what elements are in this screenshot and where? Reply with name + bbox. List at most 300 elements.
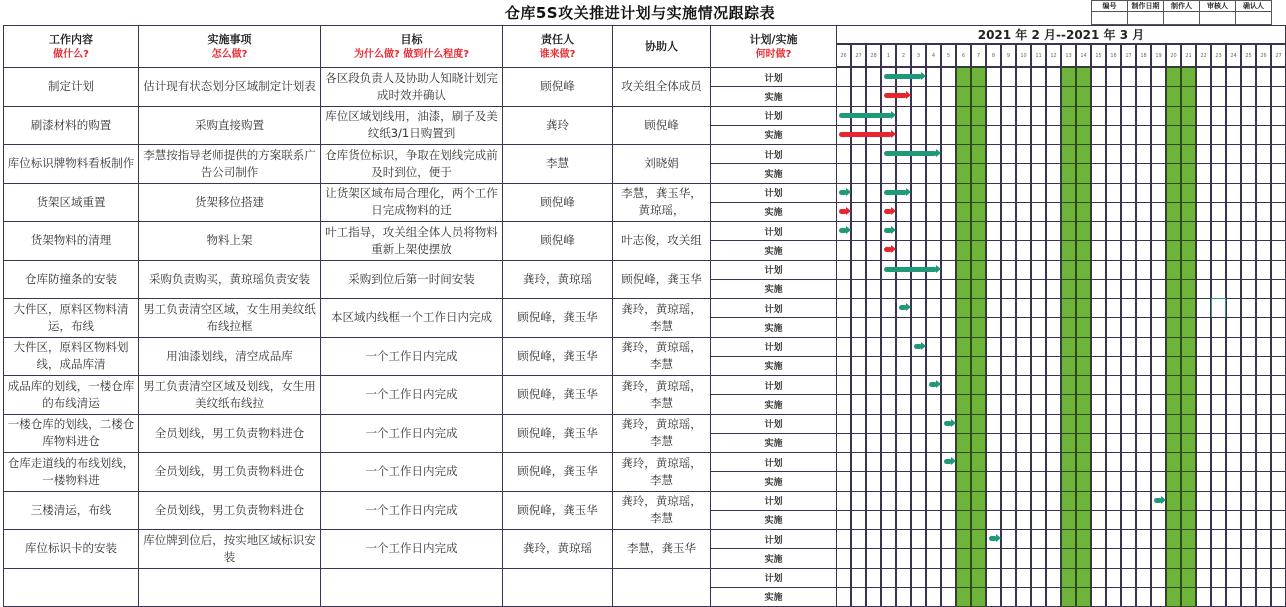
gantt-cell[interactable] — [896, 202, 911, 222]
gantt-cell[interactable] — [851, 86, 866, 106]
gantt-cell[interactable] — [1046, 183, 1061, 203]
gantt-cell[interactable] — [836, 471, 851, 491]
gantt-cell[interactable] — [911, 548, 926, 568]
gantt-cell[interactable] — [1226, 414, 1241, 434]
gantt-cell[interactable] — [1271, 240, 1286, 260]
gantt-cell[interactable] — [851, 548, 866, 568]
gantt-cell[interactable] — [941, 221, 956, 241]
gantt-cell[interactable] — [1256, 337, 1271, 357]
gantt-cell[interactable] — [1046, 568, 1061, 588]
gantt-cell-weekend[interactable] — [1166, 414, 1181, 434]
gantt-cell[interactable] — [941, 86, 956, 106]
gantt-cell[interactable] — [1241, 587, 1256, 607]
gantt-cell[interactable] — [836, 356, 851, 376]
signoff-value-cell[interactable] — [1164, 12, 1200, 25]
gantt-cell-weekend[interactable] — [956, 529, 971, 549]
gantt-cell[interactable] — [1256, 568, 1271, 588]
gantt-cell[interactable] — [896, 375, 911, 395]
gantt-cell[interactable] — [1241, 452, 1256, 472]
cell-goal[interactable]: 本区域内线框一个工作日内完成 — [320, 298, 503, 338]
gantt-cell-weekend[interactable] — [956, 452, 971, 472]
gantt-cell[interactable] — [911, 394, 926, 414]
gantt-cell[interactable] — [1211, 183, 1226, 203]
gantt-cell[interactable] — [986, 394, 1001, 414]
gantt-cell[interactable] — [1226, 144, 1241, 164]
gantt-cell[interactable] — [1106, 433, 1121, 453]
cell-owner[interactable]: 龚玲，黄琼瑶 — [502, 260, 613, 300]
gantt-cell-weekend[interactable] — [956, 491, 971, 511]
gantt-cell[interactable] — [1121, 221, 1136, 241]
gantt-cell[interactable] — [836, 317, 851, 337]
gantt-cell[interactable] — [926, 491, 941, 511]
gantt-cell-weekend[interactable] — [1076, 106, 1091, 126]
gantt-cell[interactable] — [986, 568, 1001, 588]
gantt-cell[interactable] — [926, 414, 941, 434]
gantt-cell[interactable] — [1121, 491, 1136, 511]
gantt-cell[interactable] — [1091, 529, 1106, 549]
gantt-cell[interactable] — [941, 240, 956, 260]
gantt-cell[interactable] — [1091, 394, 1106, 414]
gantt-cell-weekend[interactable] — [1166, 471, 1181, 491]
gantt-cell[interactable] — [986, 279, 1001, 299]
gantt-cell[interactable] — [1196, 433, 1211, 453]
gantt-cell[interactable] — [911, 414, 926, 434]
gantt-cell-weekend[interactable] — [1076, 183, 1091, 203]
gantt-cell[interactable] — [1091, 414, 1106, 434]
gantt-cell[interactable] — [1016, 452, 1031, 472]
gantt-cell[interactable] — [1016, 375, 1031, 395]
gantt-cell[interactable] — [1256, 279, 1271, 299]
gantt-cell[interactable] — [1091, 491, 1106, 511]
gantt-cell[interactable] — [881, 587, 896, 607]
gantt-cell[interactable] — [1211, 279, 1226, 299]
gantt-cell[interactable] — [1151, 240, 1166, 260]
gantt-cell[interactable] — [986, 221, 1001, 241]
gantt-cell[interactable] — [836, 298, 851, 318]
gantt-cell[interactable] — [1271, 183, 1286, 203]
gantt-cell[interactable] — [1046, 414, 1061, 434]
gantt-cell-weekend[interactable] — [1166, 67, 1181, 87]
gantt-cell[interactable] — [1256, 414, 1271, 434]
gantt-cell[interactable] — [1241, 414, 1256, 434]
gantt-cell[interactable] — [1211, 548, 1226, 568]
gantt-cell[interactable] — [866, 471, 881, 491]
gantt-cell[interactable] — [836, 67, 851, 87]
gantt-cell[interactable] — [1136, 86, 1151, 106]
gantt-cell[interactable] — [1121, 568, 1136, 588]
gantt-cell[interactable] — [1196, 471, 1211, 491]
gantt-cell[interactable] — [1136, 144, 1151, 164]
gantt-cell-weekend[interactable] — [1181, 317, 1196, 337]
gantt-cell-weekend[interactable] — [1061, 240, 1076, 260]
gantt-cell[interactable] — [1001, 144, 1016, 164]
gantt-cell[interactable] — [1016, 125, 1031, 145]
gantt-cell[interactable] — [1136, 163, 1151, 183]
gantt-cell[interactable] — [1256, 298, 1271, 318]
gantt-cell[interactable] — [881, 414, 896, 434]
cell-work[interactable]: 大件区，原料区物料划线，成品库清 — [3, 337, 139, 377]
gantt-cell[interactable] — [1121, 317, 1136, 337]
gantt-cell[interactable] — [866, 202, 881, 222]
gantt-cell[interactable] — [896, 356, 911, 376]
gantt-cell[interactable] — [896, 548, 911, 568]
gantt-cell[interactable] — [1046, 125, 1061, 145]
gantt-cell-weekend[interactable] — [1166, 452, 1181, 472]
cell-work[interactable]: 大件区，原料区物料清运，布线 — [3, 298, 139, 338]
gantt-cell[interactable] — [866, 337, 881, 357]
gantt-cell[interactable] — [851, 67, 866, 87]
gantt-cell[interactable] — [1241, 106, 1256, 126]
gantt-cell[interactable] — [1136, 510, 1151, 530]
gantt-cell-weekend[interactable] — [1181, 337, 1196, 357]
gantt-cell[interactable] — [896, 279, 911, 299]
gantt-cell[interactable] — [1001, 587, 1016, 607]
gantt-cell-weekend[interactable] — [1061, 491, 1076, 511]
gantt-cell[interactable] — [1196, 221, 1211, 241]
gantt-cell[interactable] — [1016, 587, 1031, 607]
gantt-cell[interactable] — [1151, 125, 1166, 145]
gantt-cell[interactable] — [1001, 260, 1016, 280]
gantt-cell[interactable] — [881, 510, 896, 530]
gantt-cell[interactable] — [1196, 548, 1211, 568]
gantt-cell[interactable] — [1106, 125, 1121, 145]
gantt-cell-weekend[interactable] — [1061, 433, 1076, 453]
gantt-cell-weekend[interactable] — [1166, 548, 1181, 568]
gantt-cell-weekend[interactable] — [956, 471, 971, 491]
gantt-cell[interactable] — [836, 375, 851, 395]
gantt-cell[interactable] — [866, 414, 881, 434]
gantt-cell-weekend[interactable] — [956, 240, 971, 260]
gantt-cell[interactable] — [1241, 548, 1256, 568]
gantt-cell[interactable] — [1046, 394, 1061, 414]
gantt-cell[interactable] — [1016, 548, 1031, 568]
gantt-cell-weekend[interactable] — [971, 298, 986, 318]
gantt-cell[interactable] — [926, 433, 941, 453]
gantt-cell-weekend[interactable] — [1166, 240, 1181, 260]
gantt-cell-weekend[interactable] — [971, 67, 986, 87]
gantt-cell[interactable] — [941, 202, 956, 222]
gantt-cell[interactable] — [1241, 491, 1256, 511]
gantt-cell-weekend[interactable] — [1061, 375, 1076, 395]
gantt-cell[interactable] — [1001, 394, 1016, 414]
gantt-cell[interactable] — [1226, 260, 1241, 280]
gantt-cell-weekend[interactable] — [1181, 221, 1196, 241]
signoff-value-cell[interactable] — [1200, 12, 1236, 25]
gantt-cell[interactable] — [1121, 375, 1136, 395]
gantt-cell[interactable] — [1241, 356, 1256, 376]
gantt-cell[interactable] — [911, 529, 926, 549]
gantt-cell-weekend[interactable] — [971, 356, 986, 376]
gantt-cell[interactable] — [1136, 568, 1151, 588]
gantt-cell[interactable] — [1211, 491, 1226, 511]
gantt-cell-weekend[interactable] — [1166, 394, 1181, 414]
gantt-cell[interactable] — [1031, 548, 1046, 568]
gantt-cell-weekend[interactable] — [971, 394, 986, 414]
gantt-cell[interactable] — [851, 202, 866, 222]
gantt-cell[interactable] — [1256, 202, 1271, 222]
gantt-cell[interactable] — [1016, 568, 1031, 588]
gantt-cell[interactable] — [1106, 298, 1121, 318]
gantt-cell-weekend[interactable] — [971, 414, 986, 434]
gantt-cell[interactable] — [1031, 568, 1046, 588]
cell-work[interactable]: 仓库走道线的布线划线，一楼物料进 — [3, 452, 139, 492]
gantt-cell-weekend[interactable] — [1076, 548, 1091, 568]
gantt-cell[interactable] — [851, 587, 866, 607]
gantt-cell[interactable] — [1031, 433, 1046, 453]
signoff-value-cell[interactable] — [1236, 12, 1272, 25]
gantt-cell[interactable] — [881, 529, 896, 549]
gantt-cell[interactable] — [1226, 221, 1241, 241]
gantt-cell[interactable] — [866, 67, 881, 87]
gantt-cell[interactable] — [1151, 433, 1166, 453]
gantt-cell[interactable] — [1046, 240, 1061, 260]
gantt-cell[interactable] — [941, 163, 956, 183]
gantt-cell[interactable] — [851, 279, 866, 299]
cell-work[interactable]: 刷漆材料的购置 — [3, 106, 139, 146]
gantt-cell[interactable] — [1091, 452, 1106, 472]
gantt-cell[interactable] — [1241, 375, 1256, 395]
gantt-cell[interactable] — [1136, 240, 1151, 260]
gantt-cell[interactable] — [1196, 279, 1211, 299]
gantt-cell[interactable] — [1016, 356, 1031, 376]
cell-owner[interactable]: 顾倪峰 — [502, 221, 613, 261]
gantt-cell[interactable] — [896, 510, 911, 530]
gantt-cell[interactable] — [1091, 568, 1106, 588]
gantt-cell[interactable] — [1121, 510, 1136, 530]
gantt-cell[interactable] — [1151, 260, 1166, 280]
gantt-cell-weekend[interactable] — [1181, 394, 1196, 414]
gantt-cell[interactable] — [1241, 471, 1256, 491]
gantt-cell[interactable] — [911, 587, 926, 607]
gantt-cell[interactable] — [941, 279, 956, 299]
gantt-cell[interactable] — [986, 202, 1001, 222]
gantt-cell[interactable] — [1091, 317, 1106, 337]
gantt-cell-weekend[interactable] — [1061, 548, 1076, 568]
gantt-cell[interactable] — [1016, 183, 1031, 203]
gantt-cell-weekend[interactable] — [1181, 298, 1196, 318]
gantt-cell[interactable] — [1091, 433, 1106, 453]
gantt-cell[interactable] — [1046, 491, 1061, 511]
gantt-cell[interactable] — [1121, 587, 1136, 607]
gantt-cell[interactable] — [1136, 414, 1151, 434]
gantt-cell[interactable] — [1241, 510, 1256, 530]
gantt-cell[interactable] — [1226, 106, 1241, 126]
gantt-cell[interactable] — [1151, 587, 1166, 607]
gantt-cell-weekend[interactable] — [971, 202, 986, 222]
gantt-cell-weekend[interactable] — [1166, 568, 1181, 588]
cell-goal[interactable]: 一个工作日内完成 — [320, 414, 503, 454]
gantt-cell[interactable] — [1031, 106, 1046, 126]
gantt-cell[interactable] — [1226, 356, 1241, 376]
gantt-cell[interactable] — [986, 163, 1001, 183]
gantt-cell-weekend[interactable] — [1166, 183, 1181, 203]
gantt-cell[interactable] — [1271, 452, 1286, 472]
gantt-cell[interactable] — [1121, 433, 1136, 453]
gantt-cell[interactable] — [1211, 337, 1226, 357]
gantt-cell[interactable] — [866, 86, 881, 106]
gantt-cell-weekend[interactable] — [1061, 144, 1076, 164]
gantt-cell-weekend[interactable] — [956, 356, 971, 376]
cell-assist[interactable]: 龚玲，黄琼瑶，李慧 — [612, 298, 711, 338]
cell-owner[interactable] — [502, 568, 613, 607]
cell-assist[interactable]: 刘晓娟 — [612, 144, 711, 184]
gantt-cell-weekend[interactable] — [1076, 279, 1091, 299]
gantt-cell[interactable] — [926, 529, 941, 549]
gantt-cell[interactable] — [1211, 221, 1226, 241]
gantt-cell[interactable] — [866, 279, 881, 299]
gantt-cell[interactable] — [1136, 548, 1151, 568]
gantt-cell[interactable] — [1046, 144, 1061, 164]
cell-goal[interactable]: 采购到位后第一时间安装 — [320, 260, 503, 300]
gantt-cell[interactable] — [941, 298, 956, 318]
gantt-cell[interactable] — [1241, 298, 1256, 318]
gantt-cell[interactable] — [1211, 125, 1226, 145]
gantt-cell-weekend[interactable] — [971, 568, 986, 588]
gantt-cell[interactable] — [1031, 471, 1046, 491]
gantt-cell[interactable] — [1031, 529, 1046, 549]
gantt-cell[interactable] — [1211, 86, 1226, 106]
gantt-cell[interactable] — [1226, 279, 1241, 299]
gantt-cell-weekend[interactable] — [1181, 356, 1196, 376]
gantt-cell-weekend[interactable] — [1181, 260, 1196, 280]
gantt-cell[interactable] — [836, 452, 851, 472]
cell-work[interactable] — [3, 568, 139, 607]
gantt-cell[interactable] — [1121, 356, 1136, 376]
gantt-cell[interactable] — [1211, 587, 1226, 607]
gantt-cell-weekend[interactable] — [1061, 529, 1076, 549]
gantt-cell[interactable] — [1031, 356, 1046, 376]
cell-work[interactable]: 仓库防撞条的安装 — [3, 260, 139, 300]
gantt-cell[interactable] — [1226, 568, 1241, 588]
gantt-cell[interactable] — [1136, 337, 1151, 357]
signoff-value-cell[interactable] — [1092, 12, 1128, 25]
gantt-cell-weekend[interactable] — [1061, 183, 1076, 203]
gantt-cell[interactable] — [1091, 548, 1106, 568]
gantt-cell-weekend[interactable] — [956, 414, 971, 434]
cell-work[interactable]: 库位标识卡的安装 — [3, 529, 139, 569]
gantt-cell[interactable] — [851, 356, 866, 376]
gantt-cell-weekend[interactable] — [1061, 471, 1076, 491]
gantt-cell[interactable] — [911, 279, 926, 299]
gantt-cell[interactable] — [1001, 183, 1016, 203]
gantt-cell-weekend[interactable] — [971, 163, 986, 183]
gantt-cell[interactable] — [1211, 452, 1226, 472]
gantt-cell[interactable] — [1001, 433, 1016, 453]
cell-goal[interactable]: 仓库货位标识，争取在划线完成前及时到位，便于 — [320, 144, 503, 184]
gantt-cell[interactable] — [866, 163, 881, 183]
gantt-cell[interactable] — [1121, 67, 1136, 87]
gantt-cell[interactable] — [1256, 67, 1271, 87]
gantt-cell[interactable] — [1031, 260, 1046, 280]
gantt-cell[interactable] — [1001, 202, 1016, 222]
gantt-cell[interactable] — [1136, 279, 1151, 299]
cell-method[interactable]: 全员划线，男工负责物料进仓 — [138, 414, 321, 454]
gantt-cell[interactable] — [1046, 221, 1061, 241]
gantt-cell-weekend[interactable] — [956, 337, 971, 357]
gantt-cell[interactable] — [881, 548, 896, 568]
gantt-cell[interactable] — [1151, 106, 1166, 126]
gantt-cell[interactable] — [1121, 163, 1136, 183]
gantt-cell[interactable] — [1226, 183, 1241, 203]
gantt-cell-weekend[interactable] — [1076, 491, 1091, 511]
gantt-cell[interactable] — [1271, 106, 1286, 126]
gantt-cell[interactable] — [1016, 279, 1031, 299]
gantt-cell-weekend[interactable] — [1076, 568, 1091, 588]
gantt-cell[interactable] — [1091, 298, 1106, 318]
gantt-cell[interactable] — [986, 548, 1001, 568]
gantt-cell[interactable] — [896, 106, 911, 126]
gantt-cell[interactable] — [926, 163, 941, 183]
gantt-cell[interactable] — [1226, 510, 1241, 530]
gantt-cell[interactable] — [896, 221, 911, 241]
gantt-cell[interactable] — [1136, 394, 1151, 414]
gantt-cell[interactable] — [1226, 548, 1241, 568]
gantt-cell-weekend[interactable] — [956, 163, 971, 183]
gantt-cell-weekend[interactable] — [1181, 587, 1196, 607]
gantt-cell[interactable] — [1001, 510, 1016, 530]
gantt-cell-weekend[interactable] — [1166, 375, 1181, 395]
gantt-cell[interactable] — [1271, 587, 1286, 607]
gantt-cell[interactable] — [941, 144, 956, 164]
gantt-cell[interactable] — [1136, 433, 1151, 453]
gantt-cell[interactable] — [1226, 240, 1241, 260]
cell-method[interactable]: 用油漆划线，清空成品库 — [138, 337, 321, 377]
gantt-cell[interactable] — [1016, 163, 1031, 183]
cell-assist[interactable]: 龚玲，黄琼瑶，李慧 — [612, 414, 711, 454]
gantt-cell[interactable] — [881, 298, 896, 318]
gantt-cell[interactable] — [836, 587, 851, 607]
gantt-cell[interactable] — [1136, 317, 1151, 337]
gantt-cell[interactable] — [1046, 106, 1061, 126]
gantt-cell[interactable] — [1001, 356, 1016, 376]
gantt-cell[interactable] — [1106, 221, 1121, 241]
cell-assist[interactable]: 顾倪峰 — [612, 106, 711, 146]
gantt-cell[interactable] — [836, 414, 851, 434]
cell-assist[interactable]: 龚玲，黄琼瑶，李慧 — [612, 375, 711, 415]
gantt-cell[interactable] — [1196, 125, 1211, 145]
gantt-cell-weekend[interactable] — [1166, 279, 1181, 299]
gantt-cell[interactable] — [1001, 67, 1016, 87]
gantt-cell-weekend[interactable] — [956, 202, 971, 222]
gantt-cell-weekend[interactable] — [971, 86, 986, 106]
gantt-cell-weekend[interactable] — [971, 144, 986, 164]
gantt-cell-weekend[interactable] — [1061, 202, 1076, 222]
gantt-cell[interactable] — [896, 163, 911, 183]
gantt-cell-weekend[interactable] — [1061, 106, 1076, 126]
gantt-cell[interactable] — [1271, 125, 1286, 145]
gantt-cell[interactable] — [986, 356, 1001, 376]
gantt-cell-weekend[interactable] — [1181, 106, 1196, 126]
gantt-cell[interactable] — [986, 183, 1001, 203]
gantt-cell-weekend[interactable] — [1166, 144, 1181, 164]
gantt-cell[interactable] — [881, 337, 896, 357]
gantt-cell[interactable] — [941, 433, 956, 453]
gantt-cell[interactable] — [1211, 568, 1226, 588]
gantt-cell[interactable] — [1136, 529, 1151, 549]
gantt-cell[interactable] — [866, 510, 881, 530]
gantt-cell[interactable] — [836, 548, 851, 568]
gantt-cell[interactable] — [986, 125, 1001, 145]
gantt-cell-weekend[interactable] — [956, 125, 971, 145]
cell-owner[interactable]: 顾倪峰 — [502, 183, 613, 223]
gantt-cell-weekend[interactable] — [1061, 260, 1076, 280]
gantt-cell[interactable] — [836, 279, 851, 299]
gantt-cell-weekend[interactable] — [1076, 125, 1091, 145]
gantt-cell[interactable] — [1256, 221, 1271, 241]
gantt-cell[interactable] — [1046, 529, 1061, 549]
cell-goal[interactable]: 一个工作日内完成 — [320, 375, 503, 415]
gantt-cell[interactable] — [1196, 240, 1211, 260]
